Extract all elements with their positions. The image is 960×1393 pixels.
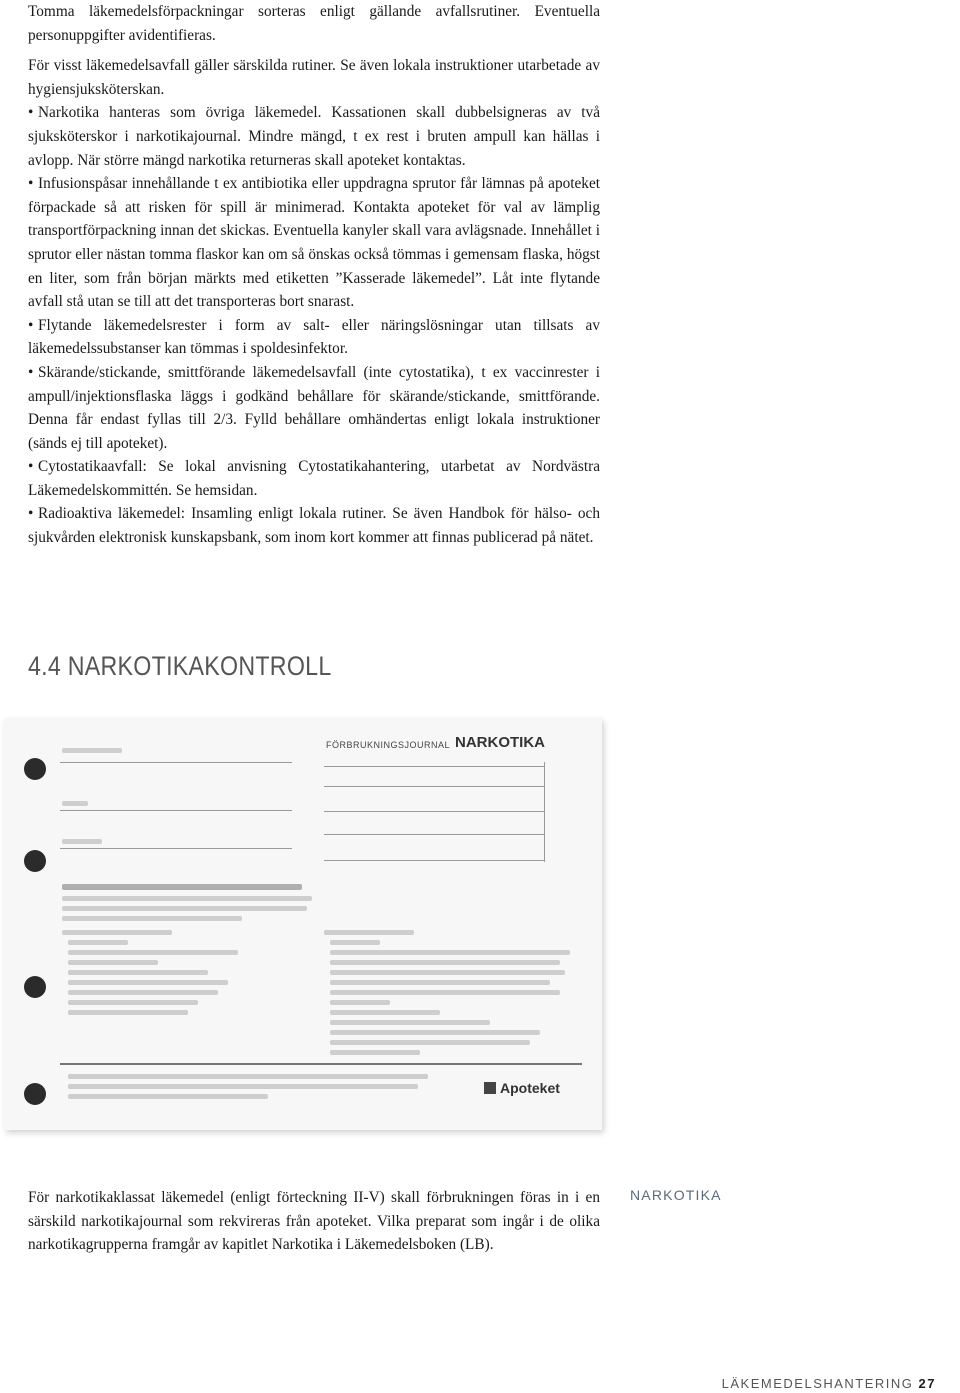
bullet-item <box>28 101 600 172</box>
form-field-label <box>62 801 88 806</box>
journal-title: NARKOTIKA <box>455 734 545 751</box>
form-instruction-line <box>62 884 302 890</box>
apoteket-logo-text: Apoteket <box>500 1080 560 1096</box>
form-line <box>324 786 544 787</box>
bullet-item <box>28 172 600 314</box>
bullet-item <box>28 314 600 361</box>
punch-hole-icon <box>24 758 46 780</box>
form-line <box>324 860 544 861</box>
footer-section: LÄKEMEDELSHANTERING <box>721 1376 919 1391</box>
form-field-label <box>62 839 102 844</box>
form-instruction-line <box>68 940 128 945</box>
journal-label: FÖRBRUKNINGSJOURNAL <box>326 740 451 750</box>
body-text-column <box>28 0 600 550</box>
form-instruction-line <box>62 896 312 901</box>
form-instruction-line <box>330 1040 530 1045</box>
punch-hole-icon <box>24 1083 46 1105</box>
form-instruction-line <box>68 1084 418 1089</box>
bullet-icon: • <box>28 458 34 476</box>
form-instruction-line <box>330 990 560 995</box>
form-line <box>60 848 292 849</box>
bullet-icon: • <box>28 175 34 193</box>
form-instruction-line <box>330 1050 420 1055</box>
bullet-icon: • <box>28 505 34 523</box>
bullet-icon: • <box>28 104 34 122</box>
punch-hole-icon <box>24 850 46 872</box>
page-footer <box>722 1376 936 1391</box>
form-instruction-line <box>330 1000 390 1005</box>
apoteket-logo-icon <box>484 1082 496 1094</box>
bullet-text: Infusionspåsar innehållande t ex antibiotika eller uppdragna sprutor får lämnas på apoteket förpackade så att risken för spill är minimerad. Kontakta apoteket för val av lämplig transportförpackning innan det skickas. Eventuella kanyler skall vara avlägsnade. Innehållet i sprutor eller nästan tomma flaskor kan om så önskas också tömmas i gemensam flaska, högst en liter, som från början märkts med etiketten ”Kasserade läkemedel”. Låt inte flytande avfall stå utan se till att det transporteras bort snarast. <box>28 175 600 311</box>
bullet-icon: • <box>28 316 34 334</box>
form-instruction-line <box>68 1074 428 1079</box>
bullet-icon: • <box>28 363 34 381</box>
form-line <box>324 766 544 767</box>
form-instruction-line <box>62 916 242 921</box>
bullet-text: Skärande/stickande, smittförande läkemedelsavfall (inte cytostatika), t ex vaccinrester i ampull/injektionsflaska läggs i godkänd behållare för skärande/stickande, smittförande. Denna får endast fyllas till 2/3. Fylld behållare omhändertas enligt lokala instruktioner (sänds ej till apoteket). <box>28 363 600 452</box>
bullet-text: Cytostatikaavfall: Se lokal anvisning Cytostatikahantering, utarbetat av Nordvästra Läkemedelskommittén. Se hemsidan. <box>28 458 600 499</box>
form-instruction-line <box>68 990 218 995</box>
form-instruction-line <box>68 970 208 975</box>
form-instruction-line <box>68 950 238 955</box>
form-instruction-line <box>68 1000 198 1005</box>
form-instruction-line <box>68 960 158 965</box>
form-line <box>60 762 292 763</box>
form-instruction-line <box>68 1010 188 1015</box>
page-number: 27 <box>918 1376 936 1391</box>
form-instruction-line <box>330 940 380 945</box>
form-instruction-line <box>330 960 560 965</box>
form-instruction-line <box>330 980 550 985</box>
form-instruction-line <box>330 1020 490 1025</box>
form-line <box>544 762 545 862</box>
form-instruction-line <box>330 1010 440 1015</box>
punch-hole-icon <box>24 976 46 998</box>
bullet-text: Narkotika hanteras som övriga läkemedel. Kassationen skall dubbelsigneras av två sjuksköterskor i narkotikajournal. Mindre mängd, t ex rest i bruten ampull kan hällas i avlopp. När större mängd narkotika returneras skall apoteket kontaktas. <box>28 104 600 169</box>
form-instruction-line <box>68 1094 268 1099</box>
side-label: NARKOTIKA <box>630 1187 722 1203</box>
apoteket-logo <box>484 1080 560 1096</box>
bullet-text: Flytande läkemedelsrester i form av salt- eller näringslösningar utan tillsats av läkemedelssubstanser kan tömmas i spoldesinfektor. <box>28 316 600 358</box>
form-line <box>60 810 292 811</box>
form-divider <box>60 1063 582 1065</box>
form-instruction-line <box>330 950 570 955</box>
form-instruction-line <box>62 930 172 935</box>
form-line <box>324 834 544 835</box>
form-line <box>324 811 544 812</box>
narkotika-paragraph: För narkotikaklassat läkemedel (enligt förteckning II-V) skall förbrukningen föras in i en särskild narkotikajournal som rekvireras från apoteket. Vilka preparat som ingår i de olika narkotikagrupperna framgår av kapitlet Narkotika i Läkemedelsboken (LB). <box>28 1189 600 1254</box>
form-instruction-line <box>62 906 307 911</box>
form-instruction-line <box>68 980 228 985</box>
form-field-label <box>62 748 122 753</box>
form-instruction-line <box>330 970 565 975</box>
section-heading: 4.4 NARKOTIKAKONTROLL <box>28 651 332 681</box>
bullet-item <box>28 361 600 455</box>
paragraph: Tomma läkemedelsförpackningar sorteras enligt gällande avfallsrutiner. Eventuella personuppgifter avidentifieras. <box>28 3 600 44</box>
bullet-text: Radioaktiva läkemedel: Insamling enligt lokala rutiner. Se även Handbok för hälso- och sjukvården elektronisk kunskapsbank, som inom kort kommer att finnas publicerad på nätet. <box>28 505 600 547</box>
bullet-item <box>28 502 600 549</box>
form-instruction-line <box>330 1030 540 1035</box>
narkotika-form-image <box>4 718 602 1130</box>
bullet-item <box>28 455 600 502</box>
form-instruction-line <box>324 930 414 935</box>
paragraph: För visst läkemedelsavfall gäller särskilda rutiner. Se även lokala instruktioner utarbetade av hygiensjuksköterskan. <box>28 57 600 98</box>
